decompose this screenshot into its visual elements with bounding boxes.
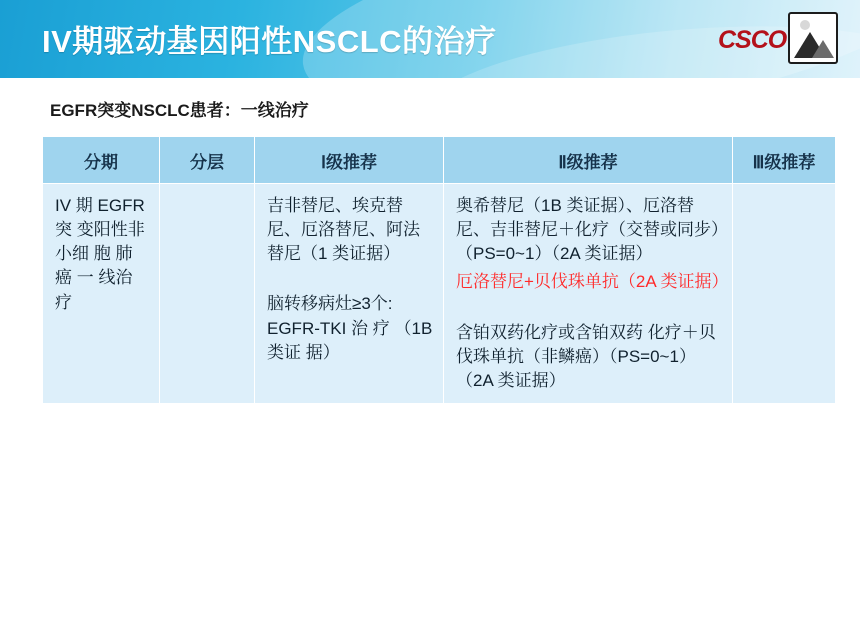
- level2-block-1: 奥希替尼（1B 类证据）、厄洛替尼、吉非替尼＋化疗（交替或同步）（PS=0~1）（2A 类证据）: [456, 196, 720, 264]
- page-title: IV期驱动基因阳性NSCLC的治疗: [42, 24, 497, 59]
- logo-text: CSCO: [718, 26, 787, 54]
- recommendation-table: [42, 136, 836, 404]
- level2-highlight: 厄洛替尼+贝伐珠单抗（2A 类证据）: [456, 272, 729, 292]
- cell-stage: IV 期 EGFR 突 变阳性非 小细 胞 肺癌 一 线治疗: [43, 184, 160, 404]
- table-header-level1: Ⅰ级推荐: [255, 137, 444, 184]
- table-header-level2: Ⅱ级推荐: [444, 137, 733, 184]
- table-row: [43, 184, 836, 404]
- section-subtitle: EGFR突变NSCLC患者：一线治疗: [50, 101, 309, 120]
- csco-logo: [718, 10, 838, 64]
- table-header-layer: 分层: [160, 137, 255, 184]
- table-header-level3: Ⅲ级推荐: [733, 137, 836, 184]
- cell-layer: [160, 184, 255, 404]
- table-header-row: [43, 137, 836, 184]
- level2-block-2: 含铂双药化疗或含铂双药 化疗＋贝伐珠单抗（非鳞癌）（PS=0~1）（2A 类证据）: [456, 322, 716, 390]
- table-header-stage: 分期: [43, 137, 160, 184]
- cell-level3: [733, 184, 836, 404]
- mountain-logo-icon: [788, 12, 838, 64]
- cell-level1: [255, 184, 444, 404]
- bottom-strip: [0, 601, 860, 619]
- level1-block-1: 吉非替尼、埃克替尼、厄洛替尼、阿法替尼（1 类证据）: [267, 196, 420, 264]
- cell-level2: [444, 184, 733, 404]
- level1-block-2: 脑转移病灶≥3个: EGFR-TKI 治 疗 （1B 类证 据）: [267, 294, 433, 362]
